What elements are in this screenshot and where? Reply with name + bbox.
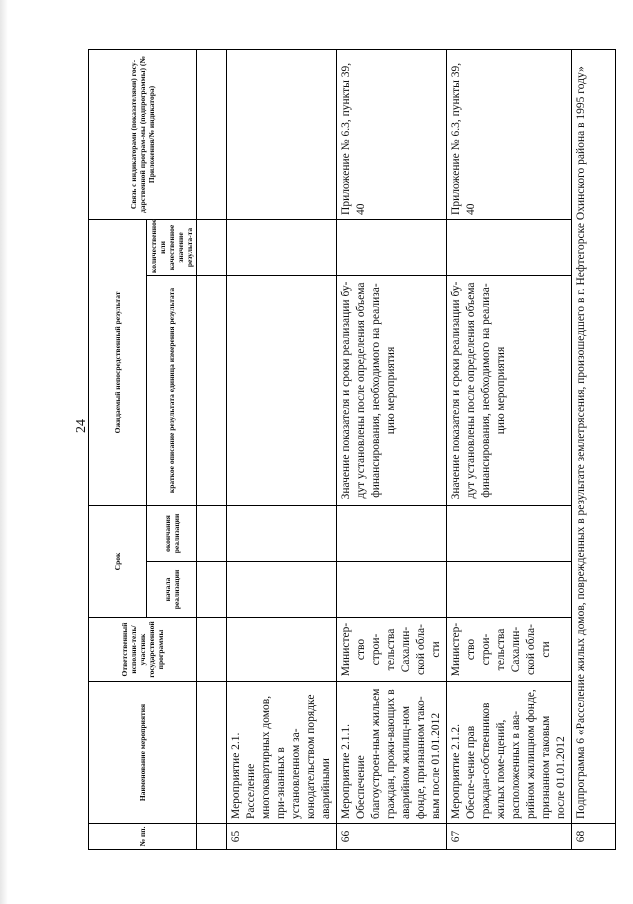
- table-row-subprogram: [572, 49, 616, 849]
- table-row: [447, 49, 572, 849]
- row-number: 65: [227, 824, 337, 850]
- row-measure-name: Мероприятие 2.1.1. Обеспечение благоустроен-ным жильем граждан, прожи-вающих в аварийном жилищ-ном фонде, признанном тако-вым после 01.01.2012: [337, 682, 447, 824]
- row-responsible: Министер-ство строи-тельства Сахалин-ской обла-сти: [447, 618, 572, 682]
- row-number: 68: [572, 824, 616, 850]
- row-link: Приложение № 6.3, пункты 39, 40: [337, 49, 447, 219]
- header-brief-description: краткое описание результата единица измерения результата: [147, 275, 197, 505]
- row-start: [337, 562, 447, 618]
- measures-table: [88, 49, 616, 850]
- row-brief: [227, 275, 337, 505]
- row-link: Приложение № 6.3, пункты 39, 40: [447, 49, 572, 219]
- table-row: [337, 49, 447, 849]
- header-indicator-link: Связь с индикаторами (показателями) госу-дарственной програм-мы (подпрограммы) (№ Приложения/№ индикатора): [89, 49, 197, 219]
- row-end: [337, 505, 447, 561]
- header-blank-row: [197, 49, 227, 849]
- row-end: [227, 505, 337, 561]
- scan-edge-shadow: [0, 0, 8, 904]
- header-number: № пп.: [89, 824, 197, 850]
- row-responsible: Министер-ство строи-тельства Сахалин-ской обла-сти: [337, 618, 447, 682]
- header-start: начала реализации: [147, 562, 197, 618]
- row-end: [447, 505, 572, 561]
- row-start: [227, 562, 337, 618]
- row-measure-name: Мероприятие 2.1. Расселение многоквартирных домов, при-знанных в установленном за-конодательством порядке аварийными: [227, 682, 337, 824]
- row-start: [447, 562, 572, 618]
- row-number: 67: [447, 824, 572, 850]
- row-quant: [447, 219, 572, 275]
- row-measure-name: Мероприятие 2.1.2. Обеспе-чение прав граждан-собственников жилых поме-щений, расположенных в ава-рийном жилищном фонде, признанном таковым после 01.01.2012: [447, 682, 572, 824]
- header-end: окончания реализации: [147, 505, 197, 561]
- row-quant: [337, 219, 447, 275]
- subprogram-title: Подпрограмма 6 «Расселение жилых домов, поврежденных в результате землетрясения, произошедшего в г. Нефтегорске Охинского района в 1995 году»: [572, 49, 616, 823]
- header-period: Срок: [89, 505, 147, 617]
- row-brief: Значение показателя и сроки реализации бу-дут установлены после определения объема финансирования, необходимого на реализа-цию мероприятия: [337, 275, 447, 505]
- header-responsible: Ответственный исполни-тель/участник государственной программы: [89, 618, 197, 682]
- row-link: [227, 49, 337, 219]
- page-number: 24: [74, 419, 89, 433]
- header-expected-result: Ожидаемый непосредственный результат: [89, 219, 147, 505]
- row-responsible: [227, 618, 337, 682]
- header-measure-name: Наименование мероприятия: [89, 682, 197, 824]
- row-number: 66: [337, 824, 447, 850]
- header-quantitative-value: количественное или качественное значение результа-та: [147, 219, 197, 275]
- row-brief: Значение показателя и сроки реализации бу-дут установлены после определения объема финансирования, необходимого на реализа-цию мероприятия: [447, 275, 572, 505]
- row-quant: [227, 219, 337, 275]
- table-row: [227, 49, 337, 849]
- rotated-table-container: [88, 50, 587, 850]
